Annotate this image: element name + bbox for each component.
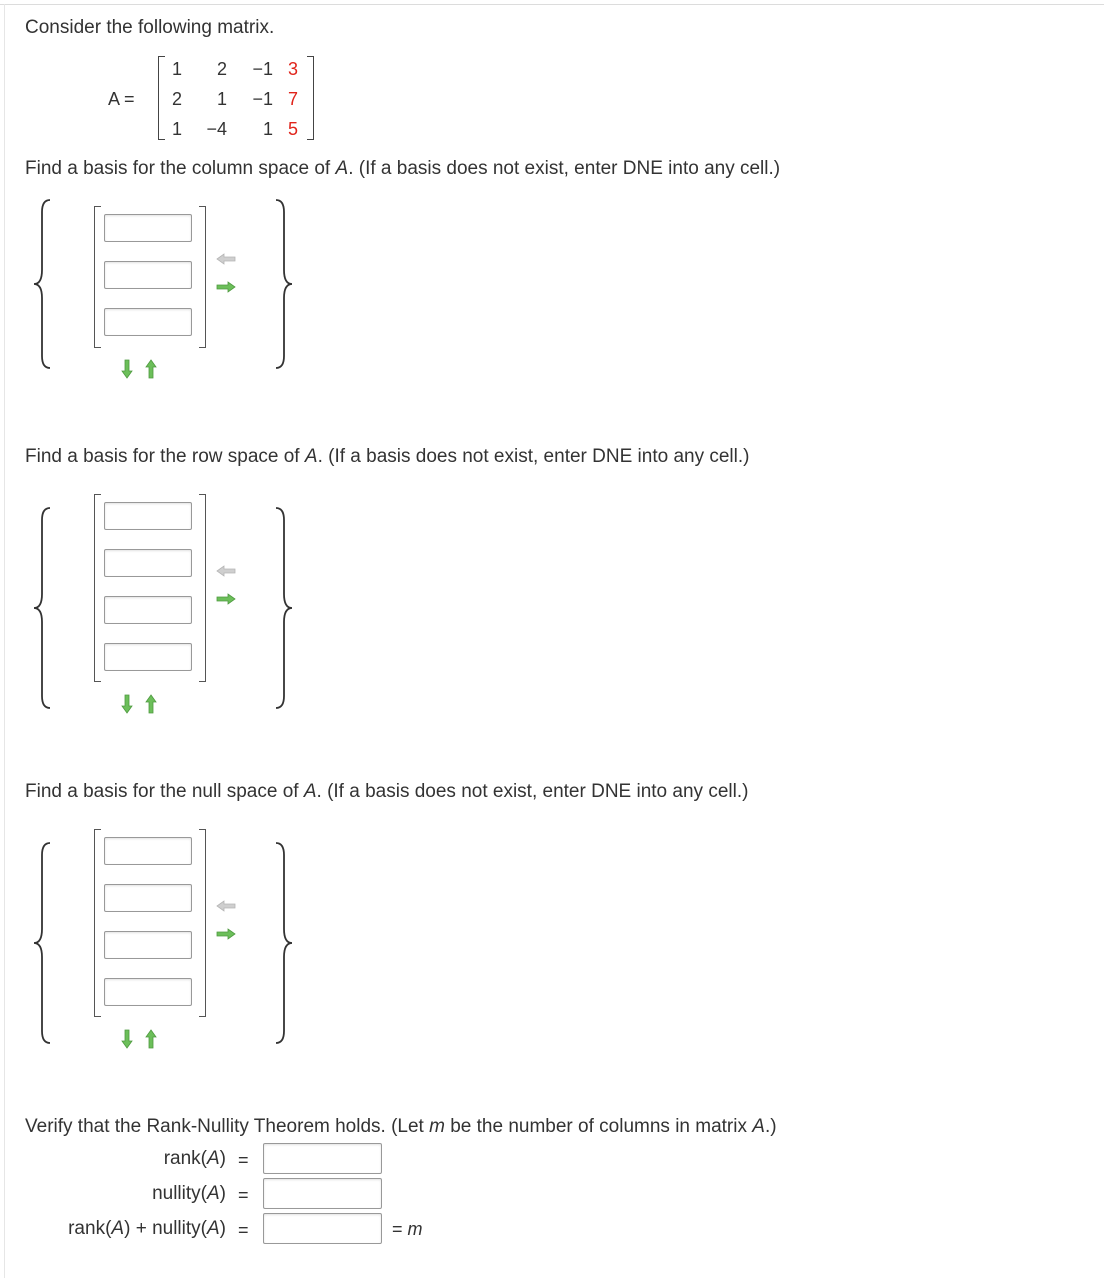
matrix-cell: −4 — [206, 119, 227, 139]
matrix-cell: 1 — [216, 89, 227, 109]
matrix-cell: −1 — [252, 89, 273, 109]
rank-input[interactable] — [263, 1143, 382, 1174]
page-left-border — [4, 4, 5, 1278]
matrix-cell: 1 — [262, 119, 273, 139]
right-brace — [272, 506, 296, 710]
equals-m-text: = m — [392, 1219, 423, 1239]
remove-row-arrow-icon[interactable] — [145, 694, 157, 714]
matrix-cell: 1 — [171, 59, 182, 79]
matrix-label: A = — [108, 89, 135, 109]
equals-sign: = — [238, 1185, 249, 1205]
left-brace — [30, 841, 54, 1045]
vector-entry-input[interactable] — [104, 596, 192, 624]
remove-row-arrow-icon[interactable] — [145, 1029, 157, 1049]
vector-entry-input[interactable] — [104, 549, 192, 577]
vector-right-bracket — [199, 206, 206, 348]
vector-entry-input[interactable] — [104, 214, 192, 242]
equals-sign: = — [238, 1150, 249, 1170]
matrix-cell: 1 — [171, 119, 182, 139]
rank-plus-nullity-input[interactable] — [263, 1213, 382, 1244]
question-row-space: Find a basis for the row space of A. (If a basis does not exist, enter DNE into any cell.) — [25, 446, 750, 467]
matrix-cell: 7 — [287, 89, 298, 109]
matrix-cell: −1 — [252, 59, 273, 79]
matrix-cell: 2 — [171, 89, 182, 109]
vector-entry-input[interactable] — [104, 837, 192, 865]
add-column-arrow-icon[interactable] — [216, 928, 236, 940]
vector-left-bracket — [94, 494, 101, 682]
page-top-border — [0, 4, 1104, 5]
add-row-arrow-icon[interactable] — [121, 1029, 133, 1049]
vector-left-bracket — [94, 206, 101, 348]
matrix-cell: 2 — [216, 59, 227, 79]
equals-sign: = — [238, 1220, 249, 1240]
intro-text: Consider the following matrix. — [25, 17, 275, 38]
question-null-space: Find a basis for the null space of A. (If a basis does not exist, enter DNE into any cell.) — [25, 781, 749, 802]
left-brace — [30, 506, 54, 710]
matrix-cell: 5 — [287, 119, 298, 139]
vector-entry-input[interactable] — [104, 643, 192, 671]
rank-plus-nullity-label: rank(A) + nullity(A) — [68, 1218, 226, 1239]
add-row-arrow-icon[interactable] — [121, 359, 133, 379]
vector-entry-input[interactable] — [104, 502, 192, 530]
nullity-label: nullity(A) — [152, 1183, 226, 1204]
remove-column-arrow-icon[interactable] — [216, 900, 236, 912]
question-rank-nullity: Verify that the Rank-Nullity Theorem holds. (Let m be the number of columns in matrix A.) — [25, 1116, 777, 1137]
remove-row-arrow-icon[interactable] — [145, 359, 157, 379]
vector-right-bracket — [199, 829, 206, 1017]
vector-entry-input[interactable] — [104, 978, 192, 1006]
vector-entry-input[interactable] — [104, 931, 192, 959]
rank-label: rank(A) — [163, 1148, 226, 1169]
vector-entry-input[interactable] — [104, 308, 192, 336]
vector-right-bracket — [199, 494, 206, 682]
add-column-arrow-icon[interactable] — [216, 281, 236, 293]
right-brace — [272, 198, 296, 370]
remove-column-arrow-icon[interactable] — [216, 565, 236, 577]
nullity-input[interactable] — [263, 1178, 382, 1209]
vector-left-bracket — [94, 829, 101, 1017]
right-brace — [272, 841, 296, 1045]
matrix-cell: 3 — [287, 59, 298, 79]
add-row-arrow-icon[interactable] — [121, 694, 133, 714]
remove-column-arrow-icon[interactable] — [216, 253, 236, 265]
matrix-right-bracket — [307, 56, 314, 140]
vector-entry-input[interactable] — [104, 884, 192, 912]
vector-entry-input[interactable] — [104, 261, 192, 289]
add-column-arrow-icon[interactable] — [216, 593, 236, 605]
left-brace — [30, 198, 54, 370]
question-column-space: Find a basis for the column space of A. (If a basis does not exist, enter DNE into any cell.) — [25, 158, 781, 179]
